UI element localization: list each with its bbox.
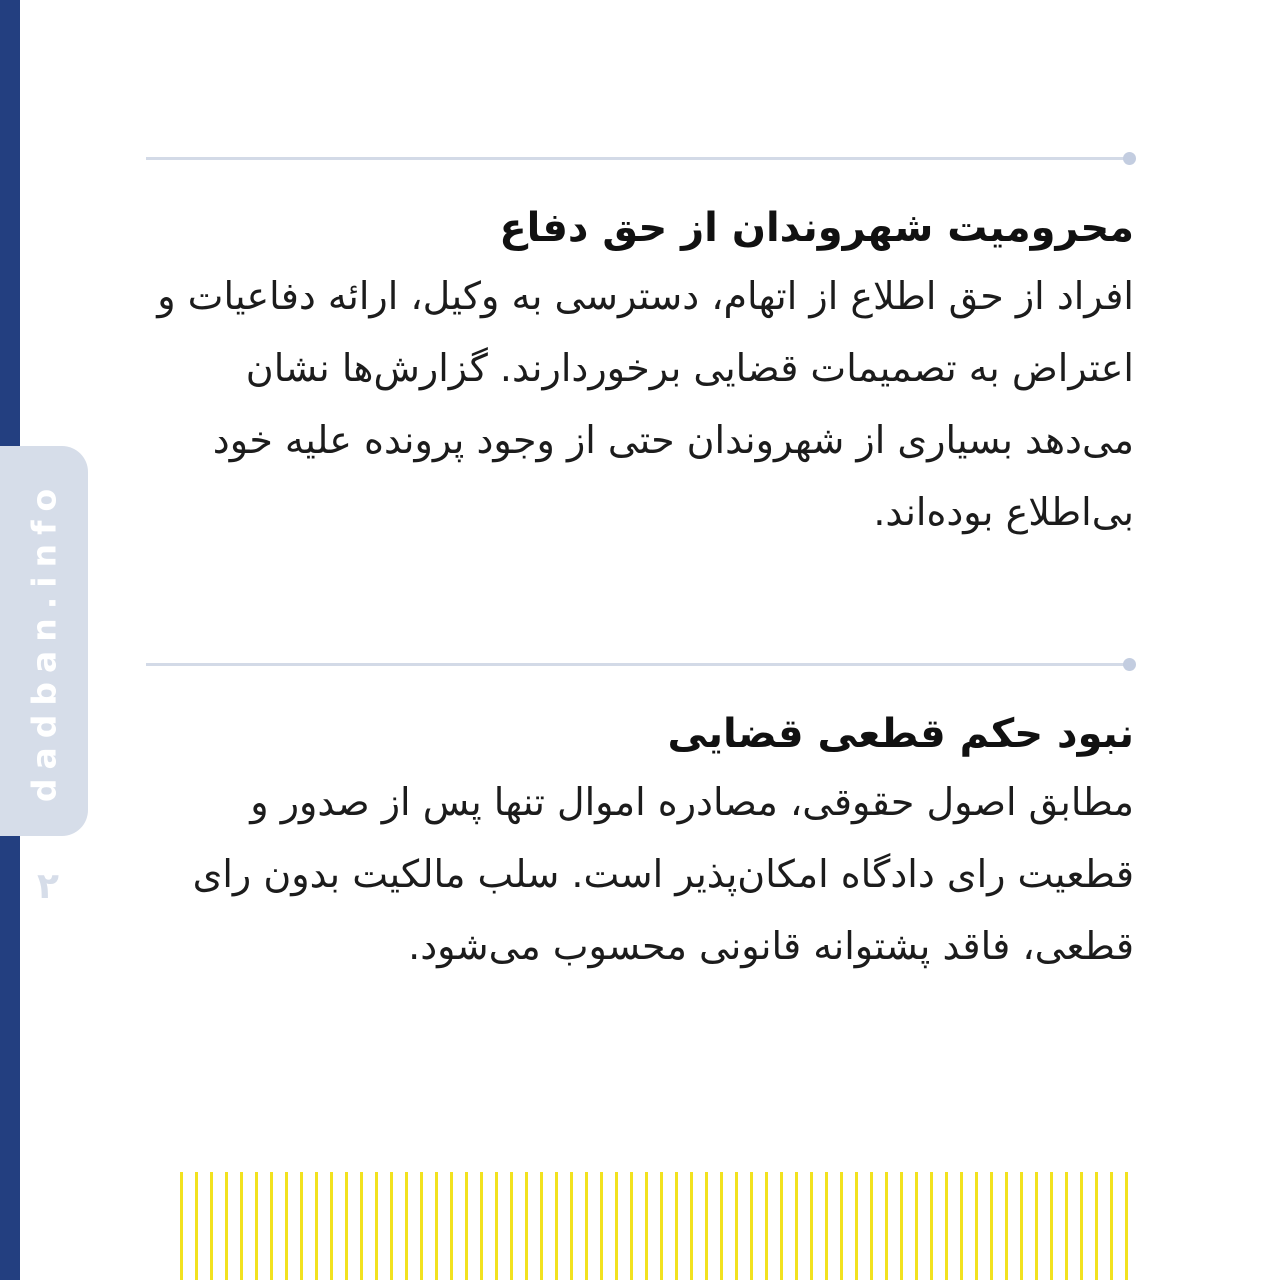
website-label: dadban.info (24, 479, 64, 803)
section-body: افراد از حق اطلاع از اتهام، دسترسی به وکیل، ارائه دفاعیات و اعتراض به تصمیمات قضایی برخوردارند. گزارش‌ها نشان می‌دهد بسیاری از شهروندان حتی از وجود پرونده علیه خود بی‌اطلاع بوده‌اند. (157, 274, 1134, 534)
divider-dot (1123, 658, 1136, 671)
divider-top (146, 157, 1130, 160)
section-title: محرومیت شهروندان از حق دفاع (499, 205, 1134, 251)
divider-middle (146, 663, 1130, 666)
section-defense-rights (146, 196, 1134, 548)
divider-dot (1123, 152, 1136, 165)
section-final-verdict (146, 702, 1134, 982)
section-body: مطابق اصول حقوقی، مصادره اموال تنها پس از صدور و قطعیت رای دادگاه امکان‌پذیر است. سلب مالکیت بدون رای قطعی، فاقد پشتوانه قانونی محسوب می‌شود. (192, 780, 1134, 968)
page-number: ۲ (37, 866, 59, 907)
section-title: نبود حکم قطعی قضایی (667, 711, 1134, 757)
decorative-stripes (180, 1172, 1138, 1280)
